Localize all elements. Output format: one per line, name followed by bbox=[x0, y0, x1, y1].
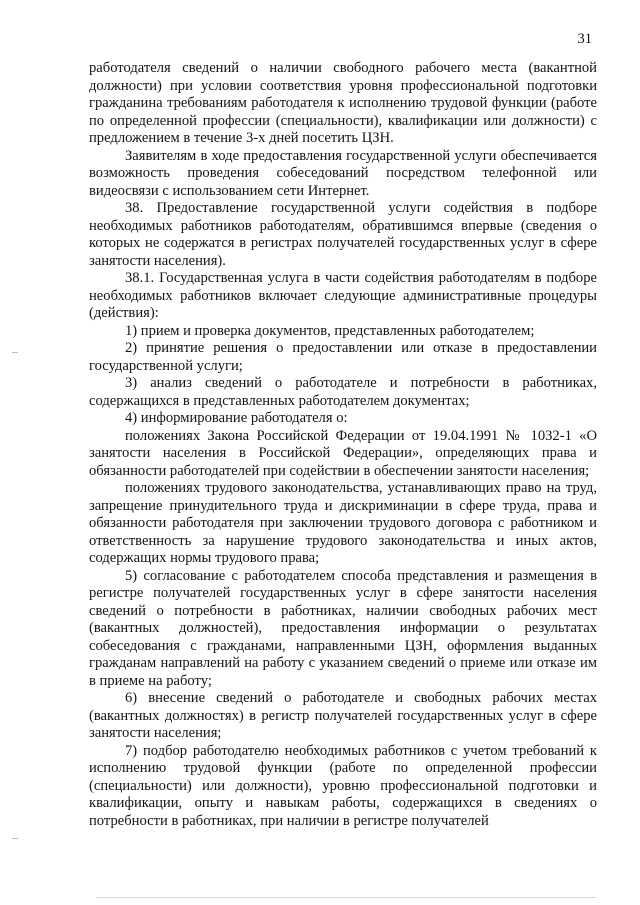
list-item-2: 2) принятие решения о предоставлении или отказе в предоставлении государственной услуги; bbox=[89, 340, 597, 374]
list-item-1: 1) прием и проверка документов, представленных работодателем; bbox=[125, 322, 535, 339]
paragraph-item-38-1: 38.1. Государственная услуга в части содействия работодателям в подборе необходимых работников включает следующие административные процедуры (действия): bbox=[89, 270, 597, 321]
paragraph-continuation: работодателя сведений о наличии свободного рабочего места (вакантной должности) при условии соответствия уровня профессиональной подготовки гражданина требованиям работодателя к исполнению трудовой функции (работе по определенной профессии (специальности), квалификации или должности) с предложением в течение 3-х дней посетить ЦЗН. bbox=[89, 60, 597, 146]
list-item-3: 3) анализ сведений о работодателе и потребности в работниках, содержащихся в представленных работодателем документах; bbox=[89, 375, 597, 409]
page-number: 31 bbox=[577, 31, 592, 47]
paragraph-remote-interview: Заявителям в ходе предоставления государственной услуги обеспечивается возможность проведения собеседований посредством телефонной или видеосвязи с использованием сети Интернет. bbox=[89, 147, 597, 199]
list-item-5: 5) согласование с работодателем способа представления и размещения в регистре получателей государственных услуг в сфере занятости населения сведений о потребности в работниках, наличии свободных рабочих мест (вакантных должностей), предоставления информации о результатах собеседования с гражданами, направленными ЦЗН, оформления выданных гражданам направлений на работу с указанием сведений о приеме или отказе им в приеме на работу; bbox=[89, 567, 597, 689]
scan-bottom-edge bbox=[96, 897, 596, 898]
list-item-4: 4) информирование работодателя о: bbox=[125, 410, 348, 426]
text-body bbox=[89, 60, 597, 830]
paragraph-item-38: 38. Предоставление государственной услуги содействия в подборе необходимых работников работодателям, обратившимся впервые (сведения о которых не содержатся в регистрах получателей государственных услуг в сфере занятости населения). bbox=[89, 200, 597, 269]
list-item-7: 7) подбор работодателю необходимых работников с учетом требований к исполнению трудовой функции (работе по определенной профессии (специальности) или должности), уровню профессиональной подготовки и квалификации, опыту и навыкам работы, содержащихся в сведениях о потребности в работниках, при наличии в регистре получателей bbox=[89, 742, 597, 829]
list-item-4-law: положениях Закона Российской Федерации от 19.04.1991 № 1032-1 «О занятости населения в Российской Федерации», определяющих права и обязанности работодателей при содействии в обеспечении занятости населения; bbox=[89, 427, 597, 479]
scan-margin-mark bbox=[12, 838, 18, 839]
list-item-6: 6) внесение сведений о работодателе и свободных рабочих местах (вакантных должностях) в регистр получателей государственных услуг в сфере занятости населения; bbox=[89, 690, 597, 741]
scan-margin-mark bbox=[12, 352, 18, 353]
list-item-4-labor-law: положениях трудового законодательства, устанавливающих право на труд, запрещение принудительного труда и дискриминации в сфере труда, права и обязанности работодателя при заключении трудового договора с работником и ответственность за нарушение трудового законодательства и иных актов, содержащих нормы трудового права; bbox=[89, 480, 597, 566]
